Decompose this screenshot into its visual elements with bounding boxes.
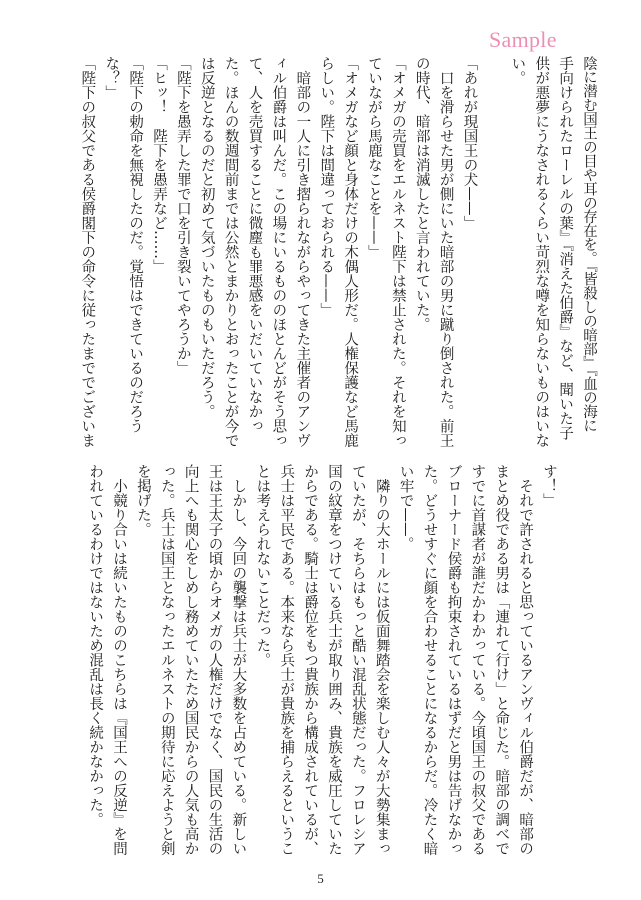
text-line: た。どうせすぐに顔を合わせることになるからだ。冷たく暗 [421,464,438,856]
text-line: ブローナード侯爵も拘束されているはずだと男は告げなかっ [445,464,462,856]
text-line: い。 [509,56,526,85]
text-line: な？」 [103,56,120,100]
sample-watermark: Sample [489,27,557,52]
text-line: 暗部の一人に引き摺られながらやってきた主催者のアンヴ [294,56,311,448]
text-line: からである。騎士は爵位をもつ貴族から構成されているが、 [302,464,319,856]
text-line: 「オメガの売買をエルネスト陛下は禁止された。それを知っ [389,56,406,448]
text-line: ていながら馬鹿なことを——」 [365,56,382,259]
text-line: 向上へも関心をしめし務めていたため国民からの人気も高か [182,464,199,856]
text-line: われているわけではないため混乱は長く続かなかった。 [87,464,104,827]
page-number: 5 [317,871,324,886]
text-line: 小競り合いは続いたもののこちらは『国王への反逆』を問 [110,464,127,856]
text-line: 「陛下を愚弄した罪で口を引き裂いてやろうか」 [174,56,191,375]
text-line: 王は王太子の頃からオメガの人権だけでなく、国民の生活の [206,464,223,856]
text-line: て、人を売買することに微塵も罪悪感をいだいていなかっ [246,56,263,433]
text-line: を掲げた。 [134,464,151,537]
text-line: 陰に潜む国王の目や耳の存在を。『皆殺しの暗部』『血の海に [581,56,597,433]
text-line: 兵士は平民である。本来なら兵士が貴族を捕らえるというこ [278,464,295,856]
text-line: すでに首謀者が誰だかわかっている。今頃国王の叔父である [469,464,486,856]
text-line: の時代、暗部は消滅したと言われていた。 [413,56,430,332]
text-line: た。ほんの数週間前までは公然とまかりとおったことが今で [222,56,239,448]
lower-text-tier [82,464,560,860]
text-line: しかし、今回の襲撃は兵士が大多数を占めている。新しい [230,464,247,856]
text-line: まとめ役である男は「連れて行け」と命じた。暗部の調べで [493,464,510,856]
text-line: は反逆となるのだと初めて気づいたものもいただろう。 [198,56,215,419]
text-line: い牢で——。 [397,464,414,551]
text-line: らしい。陛下は間違っておられる——」 [318,56,335,317]
text-line: 「オメガなど顔と身体だけの木偶人形だ。人権保護など馬鹿 [342,56,359,448]
upper-text-tier [74,56,600,456]
text-line: 「陛下の叔父である侯爵閣下の命令に従ったまででございま [79,56,96,448]
text-line: ィル伯爵は叫んだ。この場にいるもののほとんどがそう思っ [270,56,287,448]
text-line: 「あれが現国王の犬——」 [461,56,478,230]
text-line: す！」 [541,464,557,508]
text-line: った。兵士は国王となったエルネストの期待に応えようと剣 [158,464,175,856]
text-line: 「陛下の勅命を無視したのだ。覚悟はできているのだろう [127,56,144,433]
text-line: 口を滑らせた男が側にいた暗部の男に蹴り倒された。前王 [437,56,454,448]
text-line: 国の紋章をつけている兵士が取り囲み、貴族を威圧していた [325,464,342,856]
text-line: 手向けられたローレルの葉』『消えた伯爵』など、聞いた子 [557,56,574,441]
text-line: とは考えられないことだった。 [254,464,271,667]
text-line: ていたが、そちらはもっと酷い混乱状態だった。フロレシア [349,464,366,856]
text-line: それで許されると思っているアンヴィル伯爵だが、暗部の [517,464,534,856]
text-line: 隣りの大ホールには仮面舞踏会を楽しむ人々が大勢集まっ [373,464,390,856]
text-line: 「ヒッ！ 陛下を愚弄など……」 [150,56,167,274]
text-line: 供が悪夢にうなされるくらい苛烈な噂を知らないものはいな [533,56,550,448]
